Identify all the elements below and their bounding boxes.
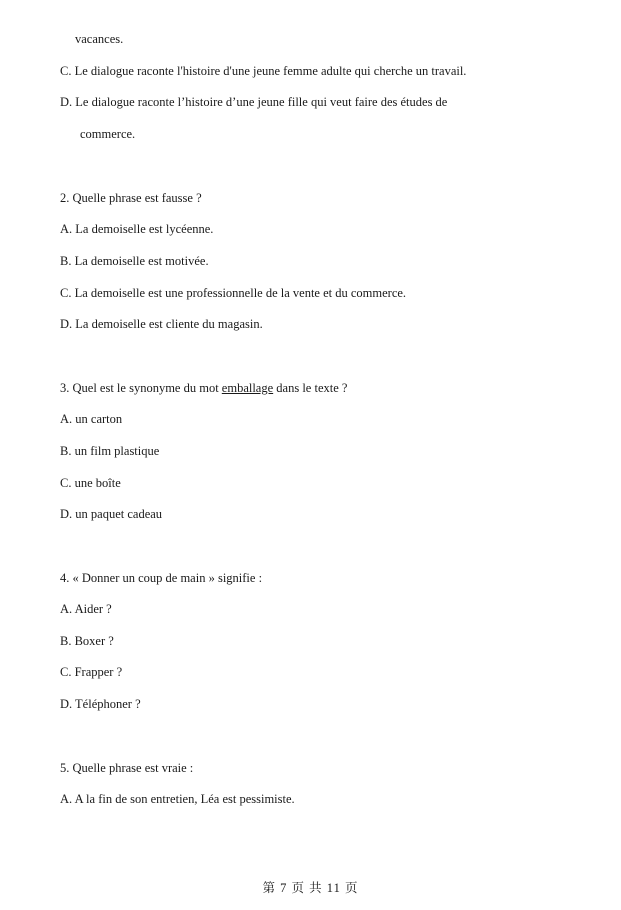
question-4: 4. « Donner un coup de main » signifie : xyxy=(60,571,263,585)
q2-option-a: A. La demoiselle est lycéenne. xyxy=(60,222,214,236)
continuation-line-vacances: vacances. xyxy=(75,32,124,46)
q2-option-b: B. La demoiselle est motivée. xyxy=(60,254,209,268)
q2-option-c: C. La demoiselle est une professionnelle de la vente et du commerce. xyxy=(60,286,407,300)
q2-option-d: D. La demoiselle est cliente du magasin. xyxy=(60,317,263,331)
q3-option-b: B. un film plastique xyxy=(60,444,160,458)
page-footer: 第 7 页 共 11 页 xyxy=(262,881,359,895)
option-d-prev-line1: D. Le dialogue raconte l’histoire d’une jeune fille qui veut faire des études de xyxy=(60,95,448,109)
q4-option-a: A. Aider ? xyxy=(60,602,112,616)
q3-option-d: D. un paquet cadeau xyxy=(60,507,163,521)
q4-option-c: C. Frapper ? xyxy=(60,665,123,679)
option-d-prev-line2: commerce. xyxy=(80,127,136,141)
q3-underlined-word: emballage xyxy=(221,381,274,395)
question-3 xyxy=(60,380,347,396)
q5-option-a: A. A la fin de son entretien, Léa est pessimiste. xyxy=(60,792,295,806)
q3-option-c: C. une boîte xyxy=(60,476,121,490)
q3-text-after: dans le texte ? xyxy=(273,381,348,395)
question-2: 2. Quelle phrase est fausse ? xyxy=(60,191,202,205)
question-5: 5. Quelle phrase est vraie : xyxy=(60,761,194,775)
q3-option-a: A. un carton xyxy=(60,412,123,426)
option-c-prev: C. Le dialogue raconte l'histoire d'une jeune femme adulte qui cherche un travail. xyxy=(60,64,467,78)
q3-text-before: 3. Quel est le synonyme du mot xyxy=(60,381,222,395)
q4-option-d: D. Téléphoner ? xyxy=(60,697,141,711)
q4-option-b: B. Boxer ? xyxy=(60,634,114,648)
